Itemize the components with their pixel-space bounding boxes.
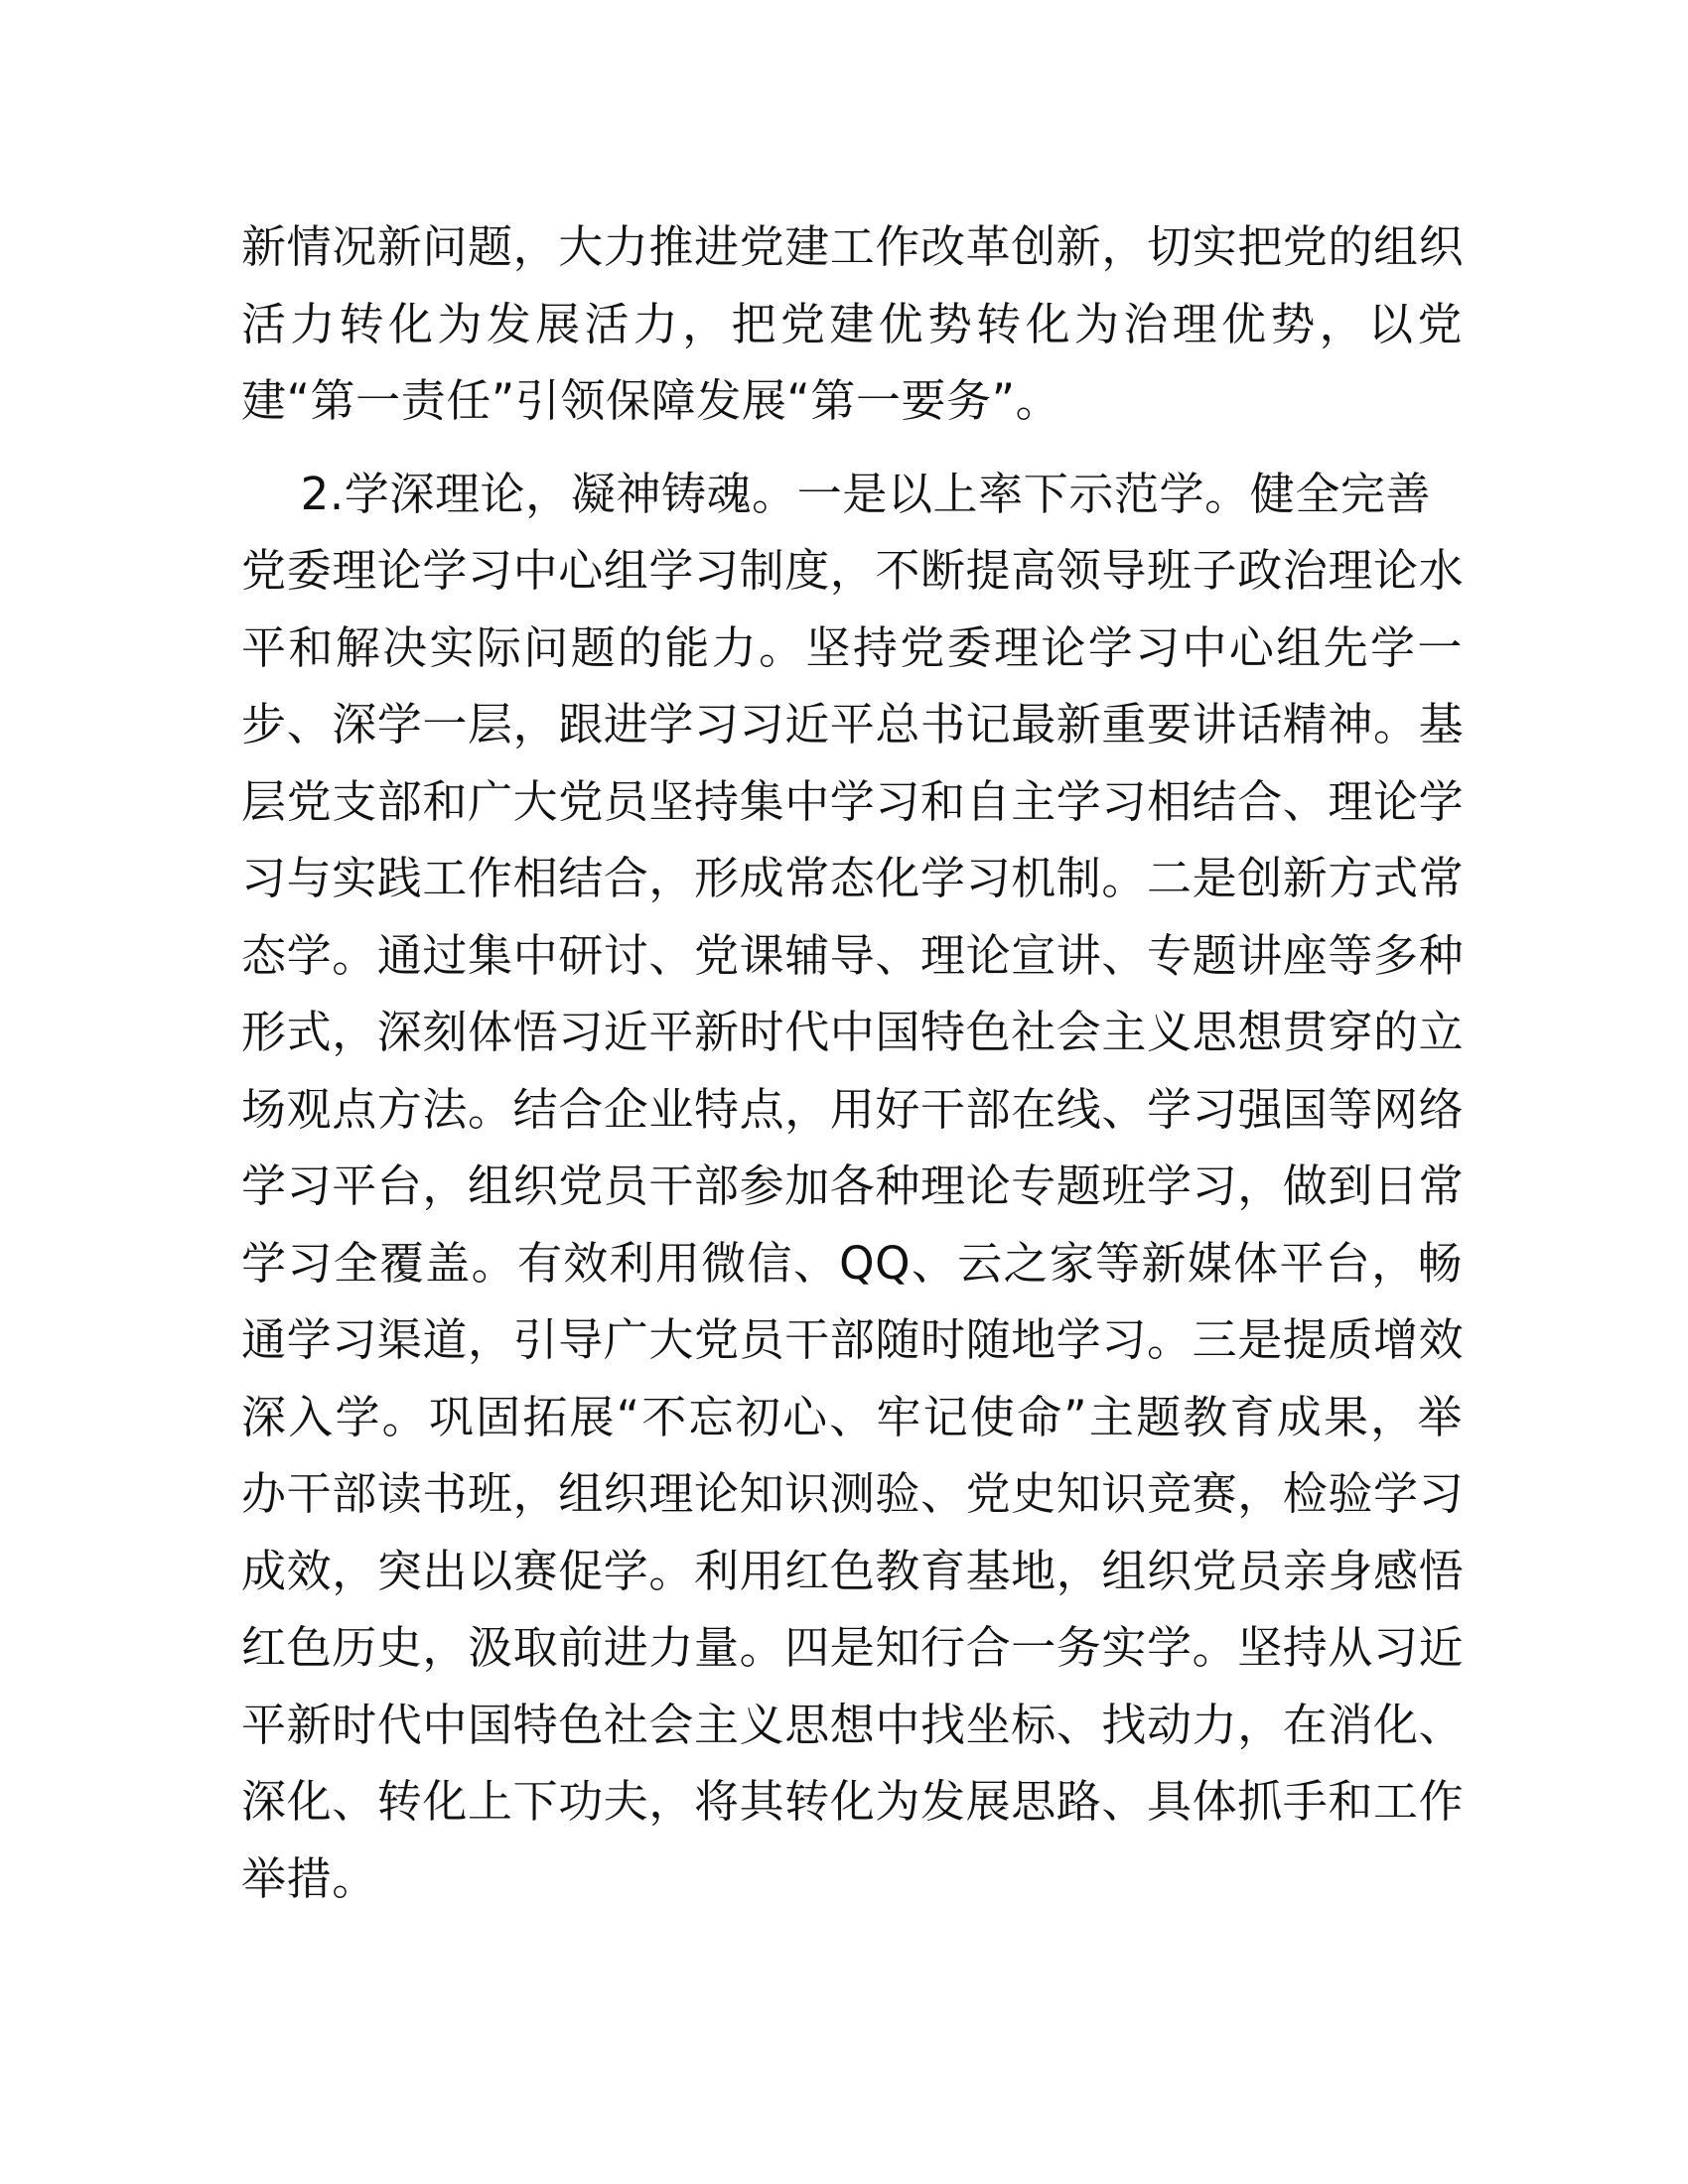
- paragraph-line: 2.学深理论，凝神铸魂。一是以上率下示范学。健全完善: [241, 467, 1432, 520]
- body-text: [241, 208, 1463, 1917]
- paragraph-line: 平和解决实际问题的能力。坚持党委理论学习中心组先学一: [241, 620, 1463, 674]
- paragraph-line: 深入学。巩固拓展“不忘初心、牢记使命”主题教育成果，举: [241, 1390, 1463, 1443]
- paragraph-line: 习与实践工作相结合，形成常态化学习机制。二是创新方式常: [241, 852, 1465, 904]
- paragraph-line: 通学习渠道，引导广大党员干部随时随地学习。三是提质增效: [241, 1313, 1465, 1366]
- paragraph-line: 态学。通过集中研讨、党课辅导、理论宣讲、专题讲座等多种: [241, 928, 1465, 982]
- paragraph-line: 平新时代中国特色社会主义思想中找坐标、找动力，在消化、: [241, 1698, 1465, 1751]
- paragraph-line: 举措。: [241, 1851, 377, 1905]
- paragraph-line: 办干部读书班，组织理论知识测验、党史知识竞赛，检验学习: [241, 1467, 1465, 1520]
- paragraph-line: 活力转化为发展活力，把党建优势转化为治理优势，以党: [241, 297, 1463, 350]
- paragraph-1: [241, 208, 1463, 440]
- paragraph-line: 场观点方法。结合企业特点，用好干部在线、学习强国等网络: [241, 1082, 1465, 1136]
- paragraph-line: 步、深学一层，跟进学习习近平总书记最新重要讲话精神。基: [241, 698, 1465, 751]
- paragraph-line: 红色历史，汲取前进力量。四是知行合一务实学。坚持从习近: [241, 1621, 1465, 1674]
- paragraph-line: 深化、转化上下功夫，将其转化为发展思路、具体抓手和工作: [241, 1775, 1465, 1828]
- paragraph-line: 新情况新问题，大力推进党建工作改革创新，切实把党的组织: [241, 220, 1465, 273]
- paragraph-line: 党委理论学习中心组学习制度，不断提高领导班子政治理论水: [241, 544, 1465, 597]
- paragraph-line: 层党支部和广大党员坚持集中学习和自主学习相结合、理论学: [241, 774, 1465, 828]
- paragraph-line: 建“第一责任”引领保障发展“第一要务”。: [241, 374, 1061, 427]
- paragraph-line: 形式，深刻体悟习近平新时代中国特色社会主义思想贯穿的立: [241, 1006, 1465, 1058]
- paragraph-line: 成效，突出以赛促学。利用红色教育基地，组织党员亲身感悟: [241, 1544, 1465, 1597]
- paragraph-spacer: [241, 440, 1463, 456]
- paragraph-line: 学习平台，组织党员干部参加各种理论专题班学习，做到日常: [241, 1160, 1465, 1212]
- paragraph-2: [241, 456, 1463, 1918]
- paragraph-line: 学习全覆盖。有效利用微信、QQ、云之家等新媒体平台，畅: [241, 1236, 1463, 1290]
